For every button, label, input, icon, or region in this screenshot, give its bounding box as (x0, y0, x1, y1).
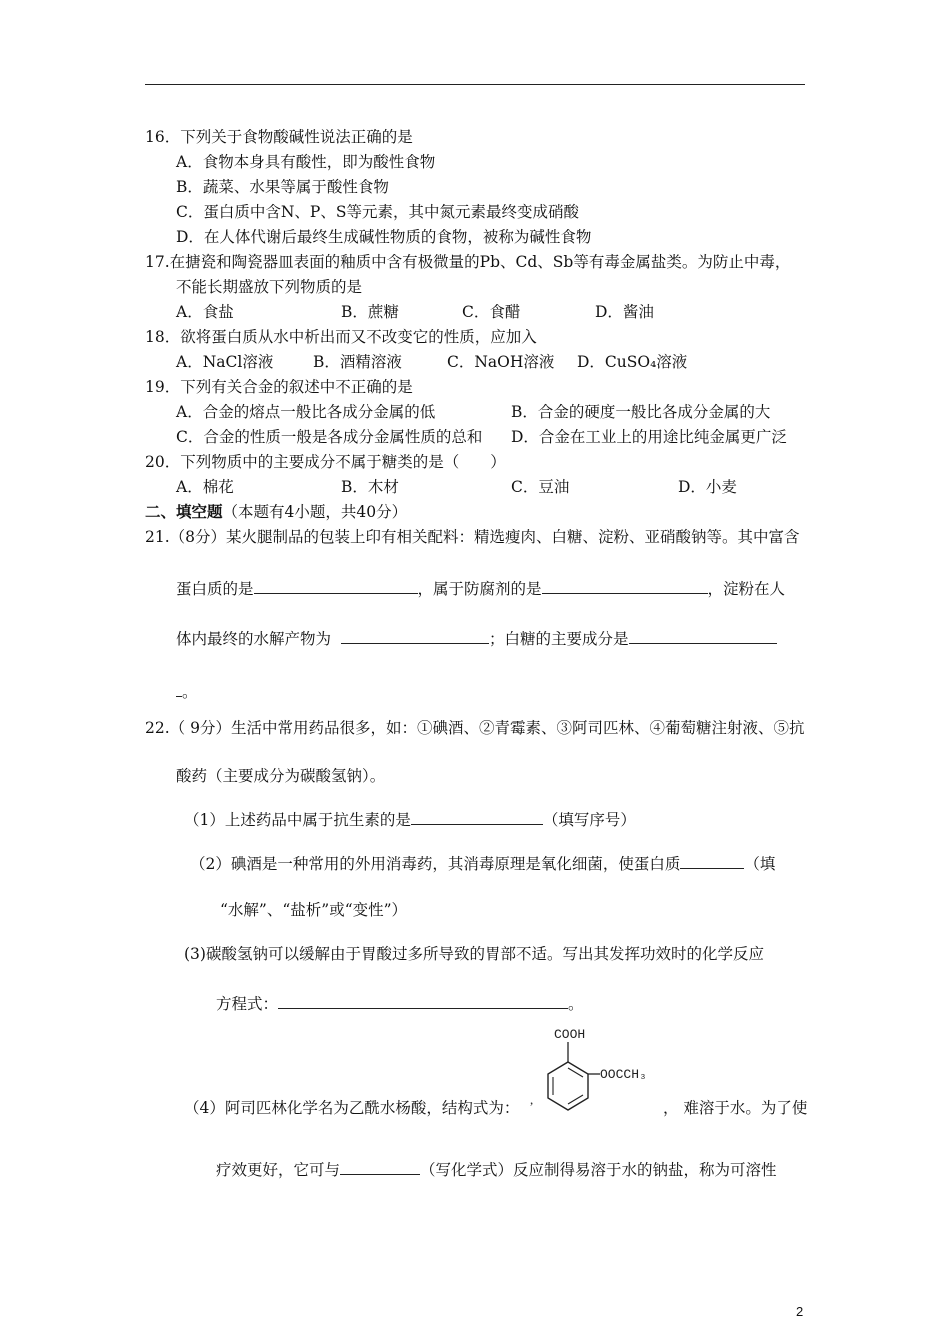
q22-sub4-line2 (216, 1158, 777, 1180)
q21-text-d: 体内最终的水解产物为 (176, 630, 332, 648)
q21-end: 。 (182, 683, 198, 701)
q22-sub4-text-c: 疗效更好，它可与 (216, 1161, 341, 1179)
q17-stem-line1: 17.在搪瓷和陶瓷器皿表面的釉质中含有极微量的Pb、Cd、Sb等有毒金属盐类。为防止中毒， (145, 253, 791, 271)
q19-option-d: D．合金在工业上的用途比纯金属更广泛 (511, 428, 787, 446)
q16-option-b: B．蔬菜、水果等属于酸性食物 (176, 178, 389, 196)
q17-stem-line2: 不能长期盛放下列物质的是 (176, 278, 363, 296)
q19-option-c: C．合金的性质一般是各成分金属性质的总和 (176, 428, 483, 446)
q16-option-c: C．蛋白质中含N、P、S等元素，其中氮元素最终变成硝酸 (176, 203, 579, 221)
q21-text-c: ，淀粉在人 (707, 580, 786, 598)
cooh-label: COOH (554, 1027, 586, 1042)
q22-sub4-text-b: ， 难溶于水。为了使 (663, 1099, 808, 1117)
q22-sub1-hint: （填写序号） (542, 811, 636, 829)
q22-sub2-options: “水解”、“盐析”或“变性”） (220, 901, 408, 919)
sugar-component-blank[interactable] (629, 627, 777, 644)
q21-line3 (176, 627, 777, 649)
q22-sub3-label: 方程式： (216, 995, 279, 1013)
q17-option-a: A．食盐 (176, 303, 234, 321)
protein-blank[interactable] (254, 577, 418, 594)
q20-stem: 20．下列物质中的主要成分不属于糖类的是（ ） (145, 453, 506, 471)
q21-text-a: 蛋白质的是 (176, 580, 254, 598)
q20-option-b: B．木材 (341, 478, 399, 496)
q20-option-d: D．小麦 (678, 478, 737, 496)
q19-option-a: A．合金的熔点一般比各成分金属的低 (176, 403, 436, 421)
q21-line1: 21.（8分）某火腿制品的包装上印有相关配料：精选瘦肉、白糖、淀粉、亚硝酸钠等。其中富含 (145, 528, 800, 546)
q22-sub2-text: （2）碘酒是一种常用的外用消毒药，其消毒原理是氧化细菌，使蛋白质 (190, 855, 681, 873)
q22-line1: 22.（ 9分）生活中常用药品很多，如：①碘酒、②青霉素、③阿司匹林、④葡萄糖注射液、⑤抗 (145, 719, 805, 737)
page-number: 2 (796, 1304, 804, 1319)
antibiotic-blank[interactable] (411, 808, 543, 825)
q22-sub4-text-d: （写化学式）反应制得易溶于水的钠盐，称为可溶性 (420, 1161, 777, 1179)
q17-option-b: B．蔗糖 (341, 303, 399, 321)
q22-sub2-hint: （填 (744, 855, 776, 873)
protein-change-blank[interactable] (680, 852, 744, 869)
q19-option-b: B．合金的硬度一般比各成分金属的大 (511, 403, 771, 421)
q21-line2 (176, 577, 785, 599)
formula-blank[interactable] (340, 1158, 420, 1175)
q16-option-d: D．在人体代谢后最终生成碱性物质的食物，被称为碱性食物 (176, 228, 592, 246)
q20-option-c: C．豆油 (511, 478, 570, 496)
q18-option-a: A．NaCl溶液 (176, 353, 274, 371)
q21-line4 (176, 680, 198, 702)
q18-stem: 18．欲将蛋白质从水中析出而又不改变它的性质，应加入 (145, 328, 537, 346)
q17-option-d: D．酱油 (595, 303, 654, 321)
struct-mark: , (530, 1092, 534, 1107)
q16-stem: 16．下列关于食物酸碱性说法正确的是 (145, 128, 413, 146)
q18-option-b: B．酒精溶液 (313, 353, 402, 371)
q22-sub4-text: （4）阿司匹林化学名为乙酰水杨酸，结构式为： (184, 1099, 520, 1117)
section-title: 二、填空题 (145, 502, 223, 521)
q22-sub1 (184, 808, 636, 830)
section-heading (145, 502, 407, 522)
preservative-blank[interactable] (542, 577, 708, 594)
q20-option-a: A．棉花 (176, 478, 234, 496)
q19-stem: 19．下列有关合金的叙述中不正确的是 (145, 378, 413, 396)
hydrolysis-product-blank[interactable] (341, 627, 489, 644)
q22-sub2 (190, 852, 775, 874)
q18-option-c: C．NaOH溶液 (447, 353, 555, 371)
q17-option-c: C．食醋 (462, 303, 521, 321)
q22-sub3: (3)碳酸氢钠可以缓解由于胃酸过多所导致的胃部不适。写出其发挥功效时的化学反应 (184, 945, 764, 963)
aspirin-structure (528, 1024, 678, 1144)
q16-option-a: A．食物本身具有酸性，即为酸性食物 (176, 153, 436, 171)
section-note: （本题有4小题，共40分） (222, 503, 408, 521)
q18-option-d: D．CuSO₄溶液 (577, 353, 688, 371)
q21-text-e: ；白糖的主要成分是 (489, 630, 629, 648)
header-rule (145, 84, 805, 85)
q22-sub3-equation (216, 992, 584, 1014)
equation-blank[interactable] (278, 992, 568, 1009)
q22-sub3-end: 。 (568, 995, 584, 1013)
q21-text-b: ，属于防腐剂的是 (417, 580, 542, 598)
q22-line2: 酸药（主要成分为碳酸氢钠）。 (176, 767, 386, 785)
ester-label: OOCCH₃ (600, 1067, 647, 1082)
q22-sub1-text: （1）上述药品中属于抗生素的是 (184, 811, 411, 829)
benzene-ring (548, 1062, 588, 1110)
